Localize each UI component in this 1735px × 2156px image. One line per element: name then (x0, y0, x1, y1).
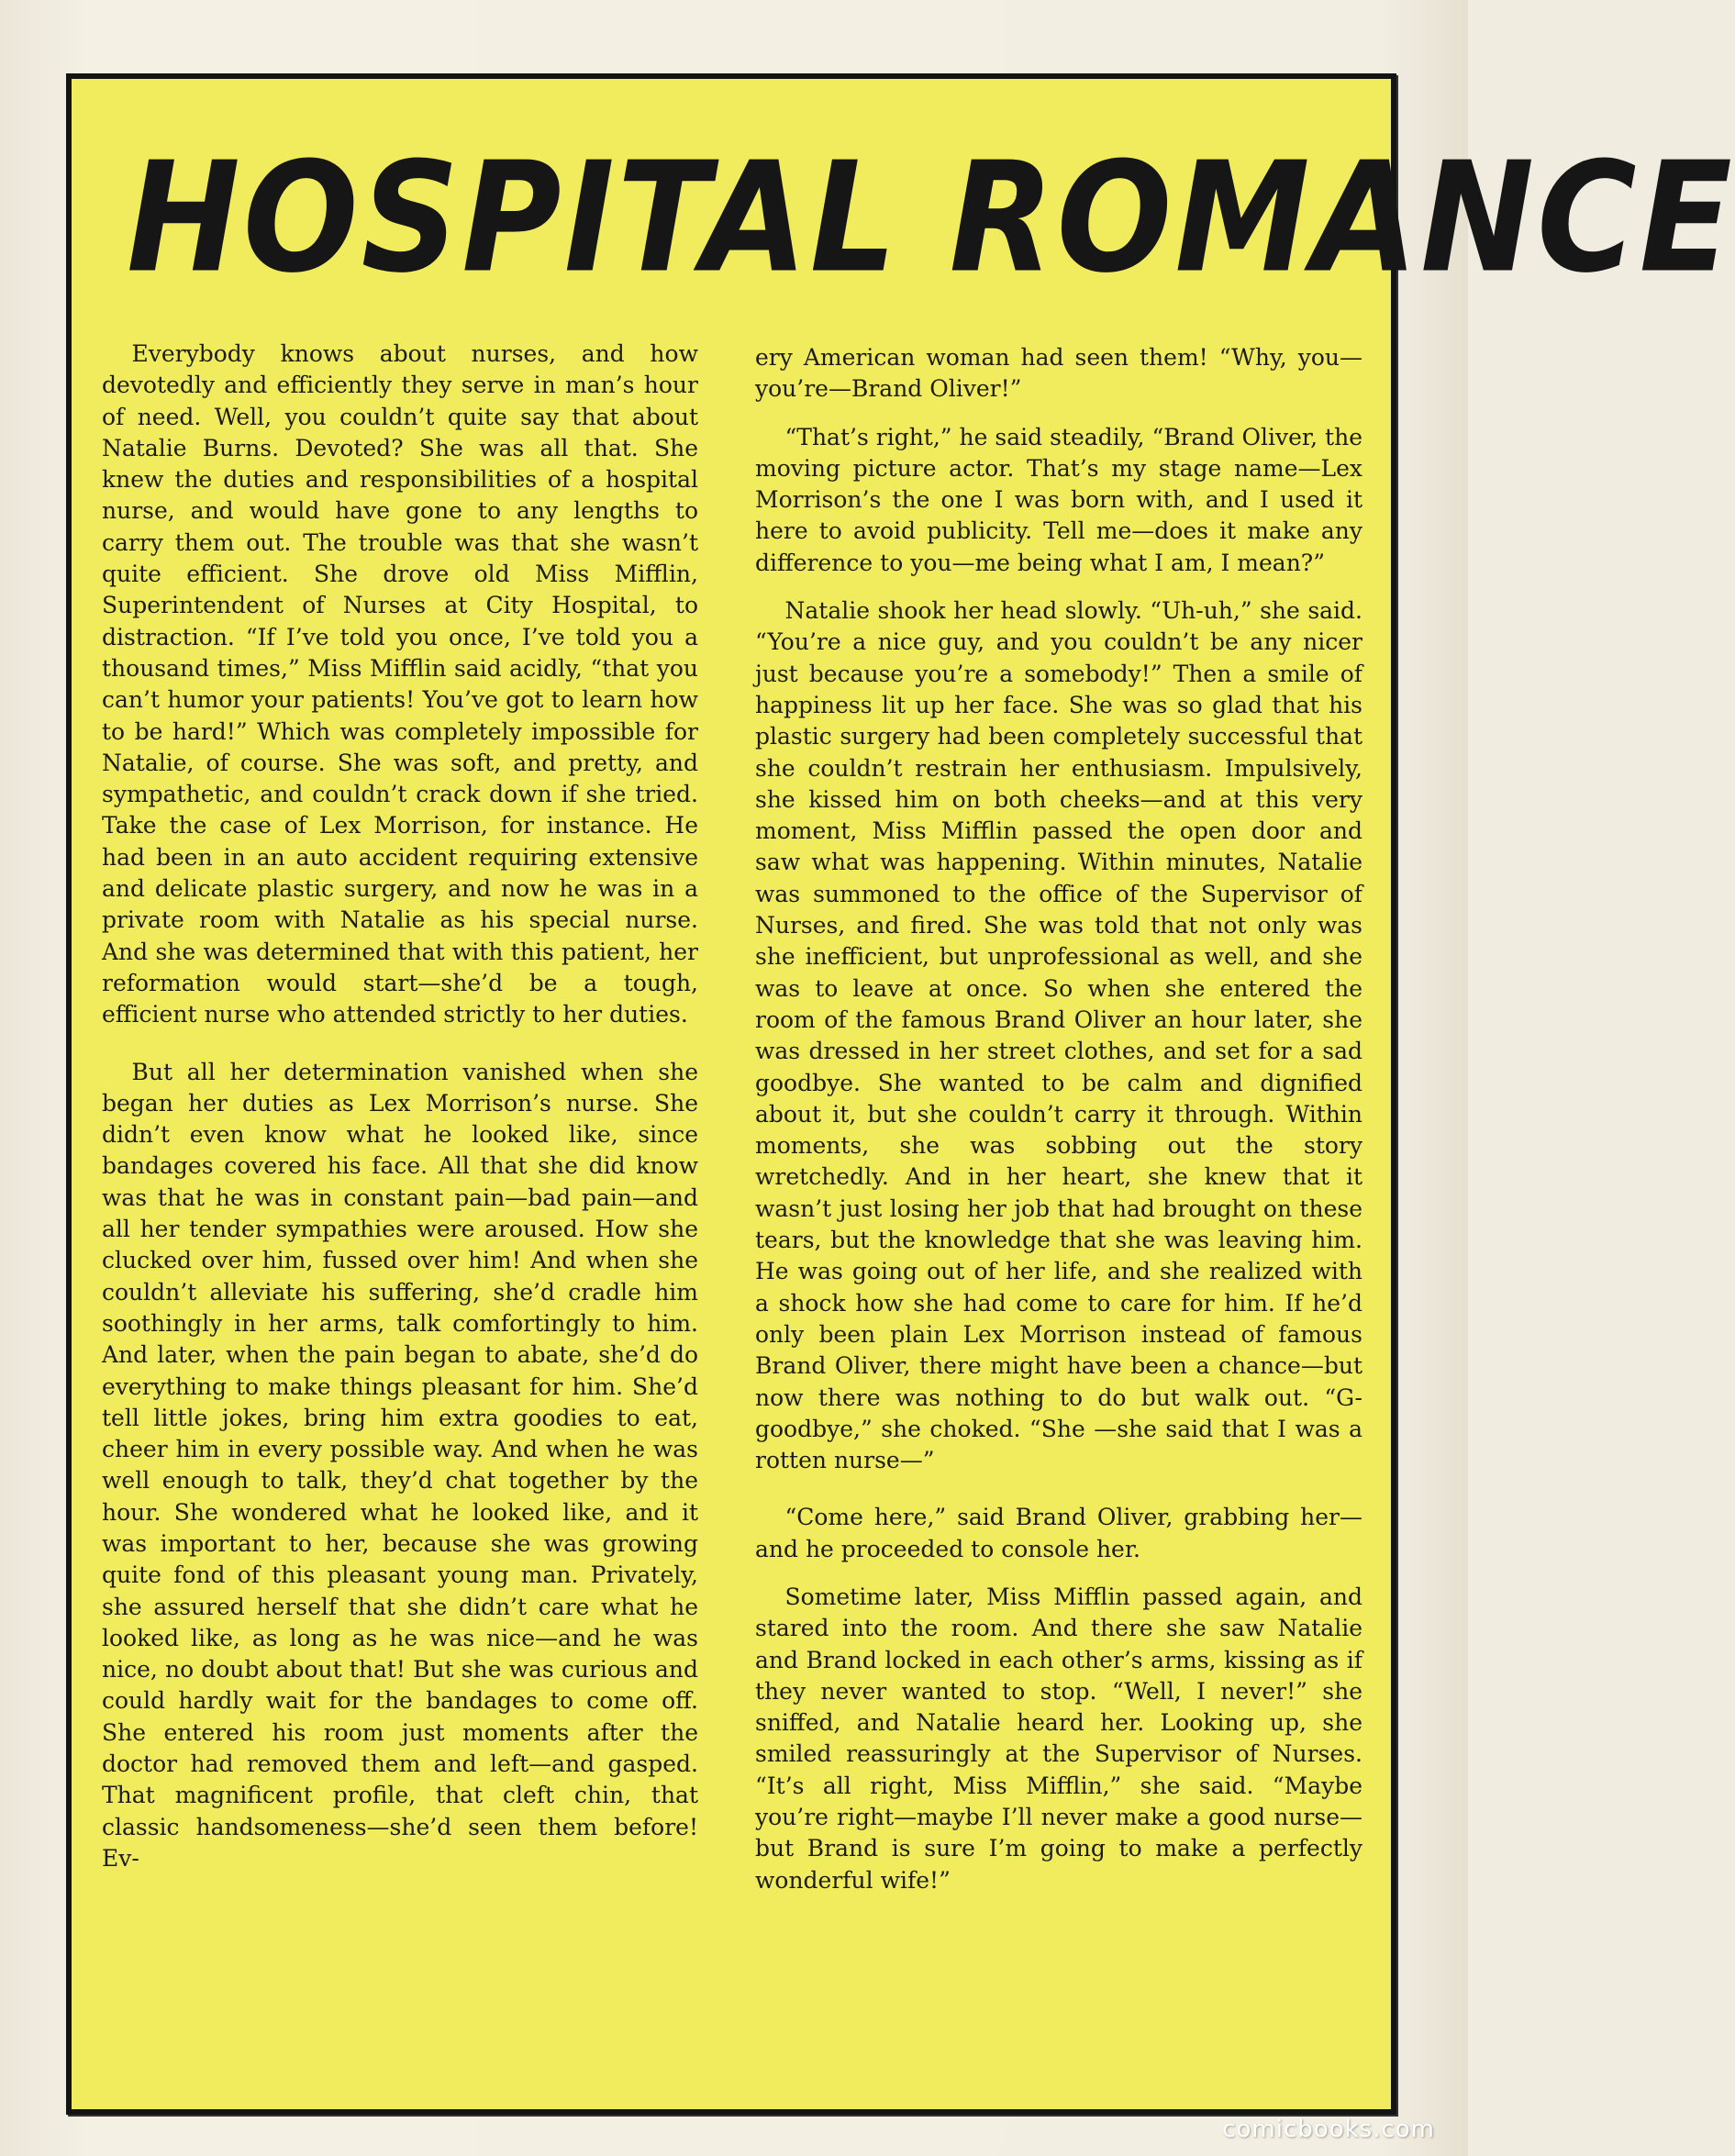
paragraph: “That’s right,” he said steadily, “Brand Oliver, the moving picture actor. That’s my stage name—Lex Morrison’s the one I was born with, and I used it here to avoid publicity. Tell me—does it make any difference to you—me being what I am, I mean?” (755, 423, 1362, 576)
story-title: HOSPITAL ROMANCE (127, 129, 1735, 306)
paragraph: ery American woman had seen them! “Why, you—you’re—Brand Oliver!” (755, 344, 1362, 403)
story-panel (66, 73, 1735, 2115)
paragraph: But all her determination vanished when she began her duties as Lex Morrison’s nurse. She didn’t even know what he looked like, since bandages covered his face. All that she did know was that he was in constant pain—bad pain—and all her tender sympathies were aroused. How she clucked over him, fussed over him! And when she couldn’t alleviate his suffering, she’d cradle him soothingly in her arms, talk comfortingly to him. And later, when the pain began to abate, she’d do everything to make things pleasant for him. She’d tell little jokes, bring him extra goodies to eat, cheer him in every possible way. And when he was well enough to talk, they’d chat together by the hour. She wondered what he looked like, and it was important to her, because she was growing quite fond of this pleasant young man. Privately, she assured herself that she didn’t care what he looked like, as long as he was nice—and he was nice, no doubt about that! But she was curious and could hardly wait for the bandages to come off. She entered his room just moments after the doctor had removed them and left—and gasped. That magnificent profile, that cleft chin, that classic handsomeness—she’d seen them before! Ev- (102, 1058, 698, 1872)
paragraph: Natalie shook her head slowly. “Uh-uh,” she said. “You’re a nice guy, and you couldn’t be any nicer just because you’re a somebody!” Then a smile of happiness lit up her face. She was so glad that his plastic surgery had been completely successful that she couldn’t restrain her enthusiasm. Impulsively, she kissed him on both cheeks—and at this very moment, Miss Mifflin passed the open door and saw what was happening. Within minutes, Natalie was summoned to the office of the Supervisor of Nurses, and fired. She was told that not only was she inefficient, but unprofessional as well, and she was to leave at once. So when she entered the room of the famous Brand Oliver an hour later, she was dressed in her street clothes, and set for a sad goodbye. She wanted to be calm and dignified about it, but she couldn’t carry it through. Within moments, she was sobbing out the story wretchedly. And in her heart, she knew that it wasn’t just losing her job that had brought on these tears, but the knowledge that she was leaving him. He was going out of her life, and she realized with a shock how she had come to care for him. If he’d only been plain Lex Morrison instead of famous Brand Oliver, there might have been a chance—but now there was nothing to do but walk out. “G-goodbye,” she choked. “She —she said that I was a rotten nurse—” (755, 597, 1362, 1474)
paragraph: Sometime later, Miss Mifflin passed again, and stared into the room. And there she saw Natalie and Brand locked in each other’s arms, kissing as if they never wanted to stop. “Well, I never!” she sniffed, and Natalie heard her. Looking up, she smiled reassuringly at the Supervisor of Nurses. “It’s all right, Miss Mifflin,” she said. “Maybe you’re right—maybe I’ll never make a good nurse— but Brand is sure I’m going to make a perfectly wonderful wife!” (755, 1583, 1362, 1894)
paragraph: Everybody knows about nurses, and how devotedly and efficiently they serve in man’s hour of need. Well, you couldn’t quite say that about Natalie Burns. Devoted? She was all that. She knew the duties and responsibilities of a hospital nurse, and would have gone to any lengths to carry them out. The trouble was that she wasn’t quite efficient. She drove old Miss Mifflin, Superintendent of Nurses at City Hospital, to distraction. “If I’ve told you once, I’ve told you a thousand times,” Miss Mifflin said acidly, “that you can’t humor your patients! You’ve got to learn how to be hard!” Which was completely impossible for Natalie, of course. She was soft, and pretty, and sympathetic, and couldn’t crack down if she tried. Take the case of Lex Morrison, for instance. He had been in an auto accident requiring extensive and delicate plastic surgery, and now he was in a private room with Natalie as his special nurse. And she was determined that with this patient, her reformation would start—she’d be a tough, efficient nurse who attended strictly to her duties. (102, 340, 698, 1028)
left-column (102, 339, 698, 1874)
paragraph: “Come here,” said Brand Oliver, grabbing her—and he proceeded to console her. (755, 1504, 1362, 1562)
site-watermark: comicbooks.com (1222, 2116, 1435, 2143)
right-column (755, 342, 1362, 1896)
